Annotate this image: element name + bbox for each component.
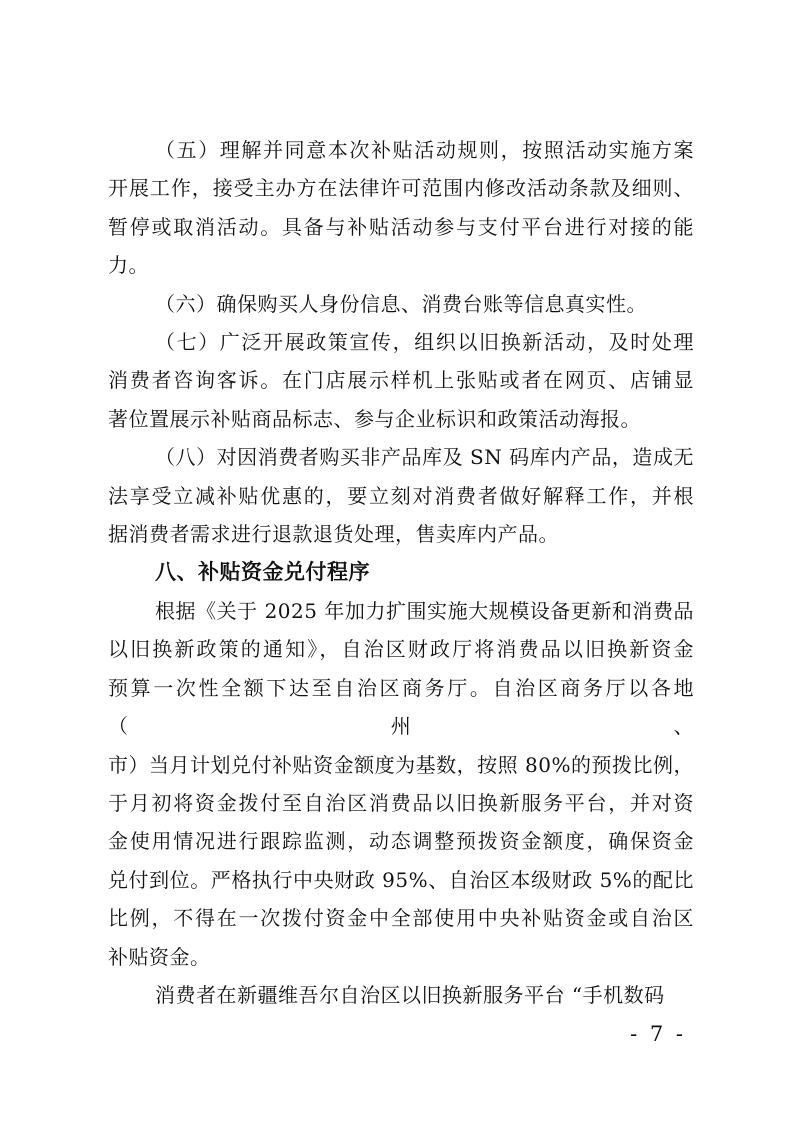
text-line: 金使用情况进行跟踪监测，动态调整预拨资金额度，确保资金 (108, 829, 694, 854)
text-line: 法享受立减补贴优惠的，要立刻对消费者做好解释工作，并根 (108, 483, 694, 508)
text-line: 著位置展示补贴商品标志、参与企业标识和政策活动海报。 (108, 406, 641, 431)
text-line: 以旧换新政策的通知》，自治区财政厅将消费品以旧换新资金 (108, 637, 694, 662)
paragraph (108, 592, 694, 976)
text-line: （六）确保购买人身份信息、消费台账等信息真实性。 (155, 291, 647, 316)
text-line: 于月初将资金拨付至自治区消费品以旧换新服务平台，并对资 (108, 790, 694, 815)
section-heading (108, 553, 694, 591)
text-line: 力。 (108, 253, 149, 278)
text-line: 市）当月计划兑付补贴资金额度为基数，按照 80%的预拨比例， (108, 752, 694, 777)
text-line: 开展工作，接受主办方在法律许可范围内修改活动条款及细则、 (108, 176, 694, 201)
text-line: 暂停或取消活动。具备与补贴活动参与支付平台进行对接的能 (108, 214, 694, 239)
text-line: （八）对因消费者购买非产品库及 SN 码库内产品，造成无 (155, 445, 694, 470)
text-line: （七）广泛开展政策宣传，组织以旧换新活动，及时处理 (155, 330, 694, 355)
text-line: （五）理解并同意本次补贴活动规则，按照活动实施方案 (155, 138, 694, 162)
text-line: 兑付到位。严格执行中央财政 95%、自治区本级财政 5%的配比 (108, 867, 694, 892)
text-line: 根据《关于 2025 年加力扩围实施大规模设备更新和消费品 (155, 598, 694, 623)
text-line: 消费者咨询客诉。在门店展示样机上张贴或者在网页、店铺显 (108, 368, 694, 393)
paragraph (108, 438, 694, 553)
text-block (108, 131, 694, 1014)
text-line: 消费者在新疆维吾尔自治区以旧换新服务平台 “手机数码 (155, 982, 665, 1007)
text-line: 预算一次性全额下达至自治区商务厅。自治区商务厅以各地（州、 (108, 675, 694, 739)
text-line: 比例，不得在一次拨付资金中全部使用中央补贴资金或自治区 (108, 906, 694, 931)
paragraph (108, 976, 694, 1014)
text-line: 八、补贴资金兑付程序 (155, 560, 370, 585)
text-line: 据消费者需求进行退款退货处理，售卖库内产品。 (108, 522, 559, 547)
page-number: - 7 - (630, 1022, 686, 1046)
paragraph (108, 323, 694, 438)
paragraph (108, 131, 694, 285)
text-line: 补贴资金。 (108, 944, 211, 969)
paragraph (108, 285, 694, 323)
